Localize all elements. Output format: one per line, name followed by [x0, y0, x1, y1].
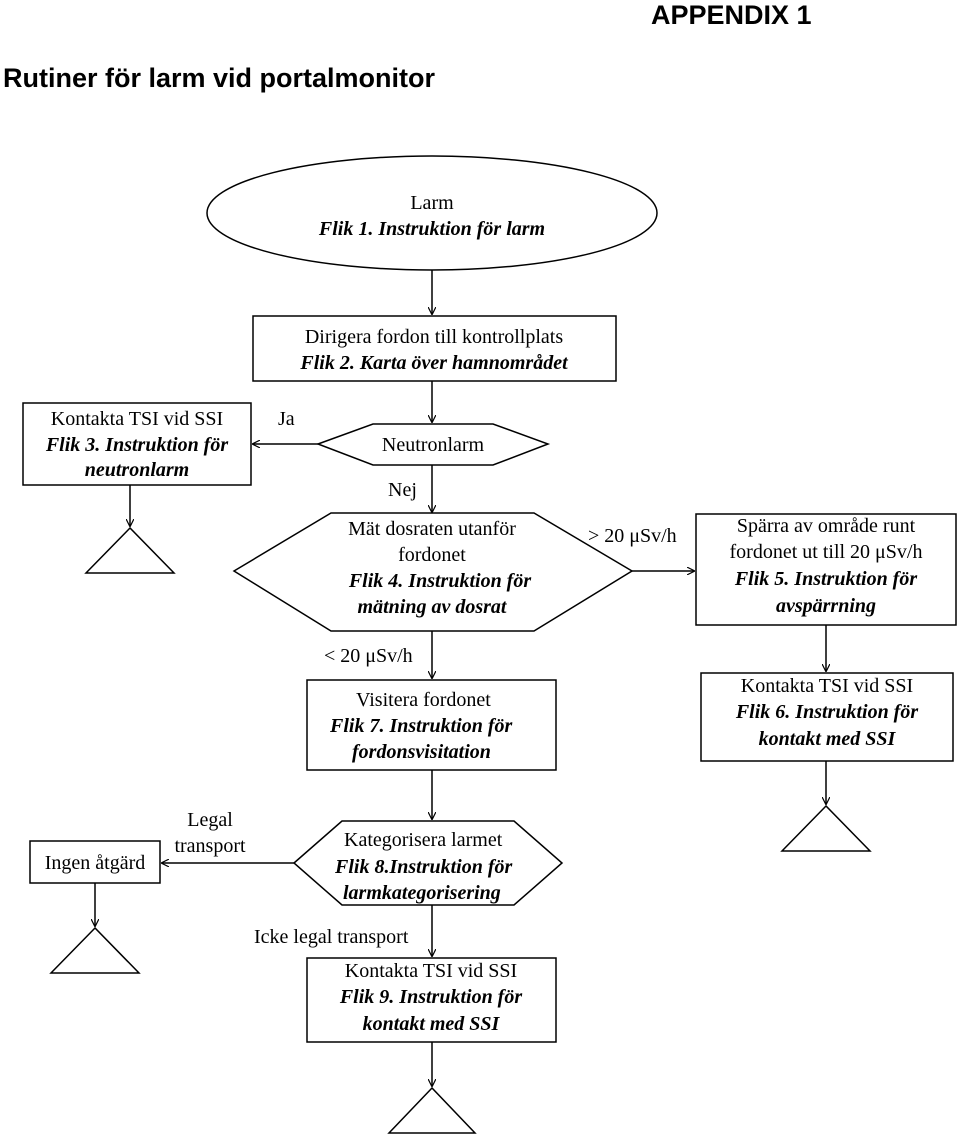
kontakta-ssi6-flik: Flik 6. Instruktion för — [735, 701, 919, 723]
visitera-flik: Flik 7. Instruktion för — [330, 715, 513, 737]
kontakta-neutron-flik-2: neutronlarm — [84, 459, 190, 481]
sparra-flik-2: avspärrning — [775, 595, 877, 617]
edge-label-ja: Ja — [278, 408, 295, 430]
process-dirigera — [253, 316, 616, 381]
visitera-text: Visitera fordonet — [356, 689, 491, 711]
kontakta-neutron-flik: Flik 3. Instruktion för — [45, 434, 229, 456]
process-sparra — [696, 514, 956, 625]
terminal-triangle-2 — [51, 928, 139, 973]
decision-kategorisera — [294, 821, 562, 905]
mat-dosrat-flik: Flik 4. Instruktion för — [348, 570, 532, 592]
edge-label-over-20: > 20 μSv/h — [588, 525, 677, 547]
mat-dosrat-text: Mät dosraten utanför — [348, 518, 516, 540]
decision-mat-dosrat — [234, 513, 632, 631]
edge-label-transport: transport — [174, 835, 246, 857]
terminal-triangle-4 — [389, 1088, 475, 1133]
kategorisera-flik: Flik 8.Instruktion för — [335, 856, 513, 878]
sparra-text: Spärra av område runt — [736, 515, 916, 537]
process-kontakta-ssi-6 — [701, 673, 953, 761]
visitera-flik-2: fordonsvisitation — [352, 741, 491, 763]
kontakta-ssi9-text: Kontakta TSI vid SSI — [344, 960, 518, 982]
edge-label-nej: Nej — [388, 479, 417, 501]
edge-label-icke-legal: Icke legal transport — [254, 926, 409, 948]
kontakta-ssi9-flik-2: kontakt med SSI — [362, 1013, 500, 1035]
page-title: Rutiner för larm vid portalmonitor — [3, 63, 436, 93]
mat-dosrat-flik-2: mätning av dosrat — [357, 596, 507, 618]
appendix-label: APPENDIX 1 — [651, 0, 812, 30]
mat-dosrat-text-2: fordonet — [398, 544, 466, 566]
dirigera-text: Dirigera fordon till kontrollplats — [304, 326, 564, 348]
process-kontakta-neutron — [23, 403, 251, 485]
kategorisera-flik-2: larmkategorisering — [343, 882, 501, 904]
process-visitera — [307, 680, 556, 770]
kategorisera-text: Kategorisera larmet — [344, 829, 503, 851]
ingen-atgard-text: Ingen åtgärd — [44, 852, 146, 874]
neutronlarm-text: Neutronlarm — [381, 434, 485, 456]
sparra-flik: Flik 5. Instruktion för — [734, 568, 918, 590]
decision-neutronlarm — [318, 424, 548, 465]
start-node-larm — [207, 156, 657, 270]
dirigera-flik: Flik 2. Karta över hamnområdet — [300, 352, 568, 374]
kontakta-ssi9-flik: Flik 9. Instruktion för — [339, 986, 523, 1008]
process-ingen-atgard — [30, 841, 160, 883]
terminal-triangle-3 — [782, 806, 870, 851]
kontakta-ssi6-text: Kontakta TSI vid SSI — [740, 675, 914, 697]
process-kontakta-ssi-9 — [307, 958, 556, 1042]
terminal-triangle-1 — [86, 528, 174, 573]
edge-label-legal: Legal — [187, 809, 233, 831]
sparra-text-2: fordonet ut till 20 μSv/h — [729, 541, 923, 563]
larm-flik: Flik 1. Instruktion för larm — [318, 218, 546, 240]
kontakta-ssi6-flik-2: kontakt med SSI — [758, 728, 896, 750]
edge-label-under-20: < 20 μSv/h — [324, 645, 413, 667]
larm-title: Larm — [410, 192, 454, 214]
kontakta-neutron-text: Kontakta TSI vid SSI — [50, 408, 224, 430]
